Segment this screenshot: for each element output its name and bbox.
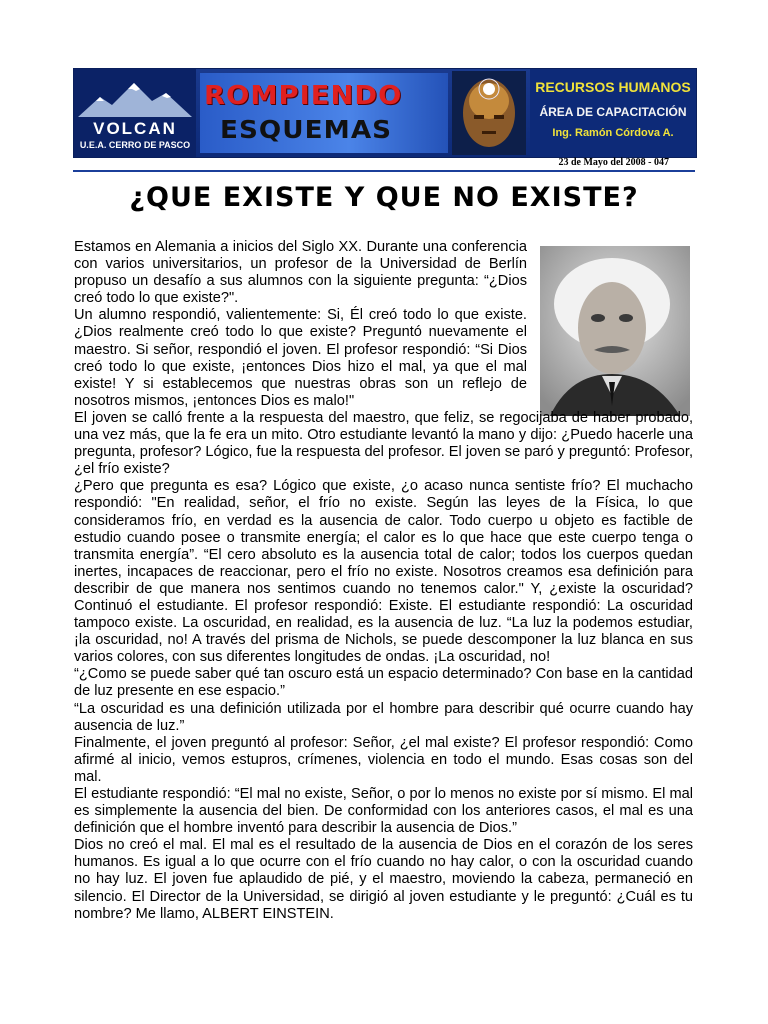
program-title bbox=[200, 73, 448, 153]
mountain-icon bbox=[78, 79, 192, 119]
paragraph: El estudiante respondió: “El mal no existe, Señor, o por lo menos no existe por sí mismo. El mal es simplemente la ausencia del bien. De conformidad con los anteriores casos, el mal es una definición que el hombre inventó para describir la ausencia de Dios.” bbox=[74, 786, 693, 837]
paragraph: “La oscuridad es una definición utilizada por el hombre para describir qué ocurre cuando hay ausencia de luz.” bbox=[74, 700, 693, 734]
paragraph: El joven se calló frente a la respuesta del maestro, que feliz, se regocijaba de haber probado, una vez más, que la fe era un mito. Otro estudiante levantó la mano y dijo: ¿Puedo hacerle una pregunta, profesor? Lógico, fue la respuesta del profesor. El joven se paró y preguntó: Profesor, ¿el frío existe? bbox=[74, 409, 693, 478]
title-line-1: ROMPIENDO bbox=[204, 81, 403, 111]
issue-date: 23 de Mayo del 2008 - 047 bbox=[558, 157, 669, 168]
paragraph: “¿Como se puede saber qué tan oscuro está un espacio determinado? Con base en la cantidad de luz presente en ese espacio.” bbox=[74, 666, 694, 700]
volcan-logo bbox=[74, 69, 196, 157]
company-subtitle: U.E.A. CERRO DE PASCO bbox=[79, 140, 191, 150]
mind-head-icon bbox=[452, 71, 526, 155]
paragraph: Un alumno respondió, valientemente: Si, Él creó todo lo que existe. ¿Dios realmente creó todo lo que existe? Preguntó nuevamente el maestro. Si señor, respondió el joven. El profesor respondió: “Si Dios creó todo lo que existe, ¡entonces Dios hizo el mal, ya que el mal existe! Y si establecemos que nuestras obras son un reflejo de nosotros mismos, ¡entonces Dios es malo!" bbox=[74, 307, 527, 409]
author-name: Ing. Ramón Córdova A. bbox=[552, 127, 674, 139]
paragraph: Estamos en Alemania a inicios del Siglo XX. Durante una conferencia con varios universitarios, un profesor de la Universidad de Berlín propuso un desafío a sus alumnos con la siguiente pregunta: “¿Dios creó todo lo que existe?". bbox=[74, 239, 527, 307]
article-body bbox=[74, 239, 693, 923]
training-area: ÁREA DE CAPACITACIÓN bbox=[539, 105, 687, 119]
header-banner bbox=[73, 68, 697, 158]
divider bbox=[73, 170, 695, 172]
date-line bbox=[73, 157, 695, 169]
department-name: RECURSOS HUMANOS bbox=[535, 79, 691, 95]
paragraph: ¿Pero que pregunta es esa? Lógico que existe, ¿o acaso nunca sentiste frío? El muchacho respondió: "En realidad, señor, el frío no existe. Según las leyes de la Física, lo que consideramos frío, en verdad es la ausencia de calor. Todo cuerpo u objeto es factible de estudio cuando posee o transmite energía; el calor es lo que hace que este cuerpo tenga o transmita energía”. “El cero absoluto es la ausencia total de calor; todos los cuerpos quedan inertes, incapaces de reaccionar, pero el frío no existe. Nosotros creamos esa definición para describir de que manera nos sentimos cuando no tenemos calor." Y, ¿existe la oscuridad? Continuó el estudiante. El profesor respondió: Existe. El estudiante respondió: La oscuridad tampoco existe. La oscuridad, en realidad, es la ausencia de luz. “La luz la podemos estudiar, ¡la oscuridad, no! A través del prisma de Nichols, se puede descomponer la luz blanca en sus varios colores, con sus diferentes longitudes de ondas. ¡La oscuridad, no! bbox=[74, 478, 693, 666]
company-name: VOLCAN bbox=[93, 119, 177, 138]
paragraph: Finalmente, el joven preguntó al profesor: Señor, ¿el mal existe? El profesor respondió: Como afirmé al inicio, vemos estupros, crímenes, violencia en todo el mundo. Esas cosas son del mal. bbox=[74, 734, 693, 785]
paragraph: Dios no creó el mal. El mal es el resultado de la ausencia de Dios en el corazón de los seres humanos. Es igual a lo que ocurre con el frío cuando no hay calor, o con la oscuridad cuando no hay luz. El joven fue aplaudido de pié, y el maestro, moviendo la cabeza, permaneció en silencio. El Director de la Universidad, se dirigió al joven estudiante y le preguntó: ¿Cuál es tu nombre? Me llamo, ALBERT EINSTEIN. bbox=[74, 837, 693, 922]
title-line-2: ESQUEMAS bbox=[220, 115, 393, 144]
page-title: ¿QUE EXISTE Y QUE NO EXISTE? bbox=[129, 182, 639, 213]
department-info bbox=[530, 69, 696, 157]
